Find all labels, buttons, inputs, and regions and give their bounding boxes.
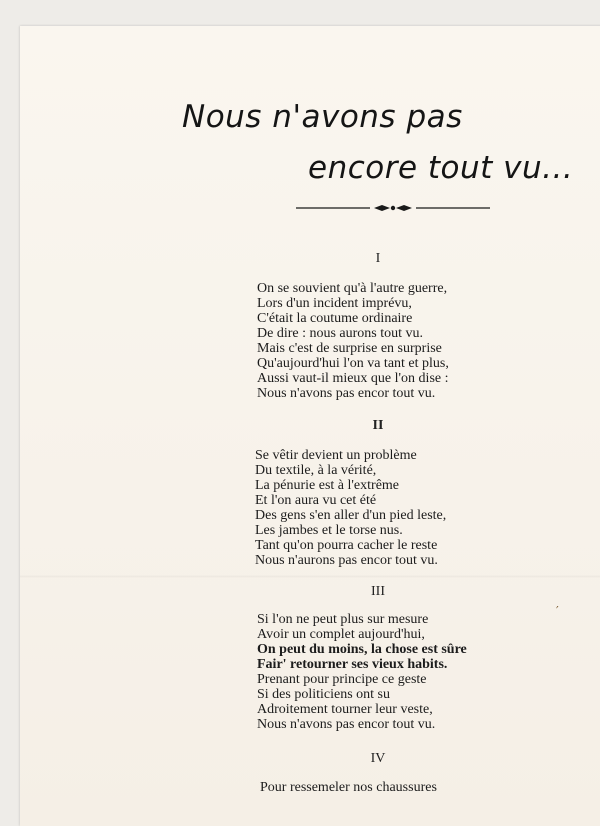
verse-line: Des gens s'en aller d'un pied leste, bbox=[255, 508, 447, 523]
verse-line: Tant qu'on pourra cacher le reste bbox=[255, 538, 438, 553]
stanza-numeral: IV bbox=[370, 751, 386, 766]
verse-line: Du textile, à la vérité, bbox=[255, 463, 377, 478]
verse-line: Si l'on ne peut plus sur mesure bbox=[257, 612, 429, 627]
verse-line: Pour ressemeler nos chaussures bbox=[260, 780, 437, 795]
stanza-numeral: II bbox=[372, 418, 384, 433]
verse-line: Les jambes et le torse nus. bbox=[255, 523, 403, 538]
stanza-numeral: I bbox=[375, 251, 381, 266]
stanza bbox=[255, 448, 446, 568]
verse-line: C'était la coutume ordinaire bbox=[257, 311, 413, 326]
paper-fold bbox=[20, 575, 600, 578]
verse-line: Prenant pour principe ce geste bbox=[257, 672, 427, 687]
verse-line: Nous n'aurons pas encor tout vu. bbox=[255, 553, 438, 568]
verse-line: Et l'on aura vu cet été bbox=[255, 493, 377, 508]
stanza bbox=[257, 612, 467, 732]
verse-line: Nous n'avons pas encor tout vu. bbox=[257, 386, 436, 401]
verse-line: Mais c'est de surprise en surprise bbox=[257, 341, 442, 356]
verse-line: Si des politiciens ont su bbox=[257, 687, 390, 702]
verse-line: Se vêtir devient un problème bbox=[255, 448, 417, 463]
stanza bbox=[260, 780, 437, 795]
flourish-divider-icon bbox=[296, 201, 490, 215]
verse-line: Adroitement tourner leur veste, bbox=[257, 702, 433, 717]
verse-line: Nous n'avons pas encor tout vu. bbox=[257, 717, 436, 732]
verse-line: Lors d'un incident imprévu, bbox=[257, 296, 412, 311]
ink-mark: ′ bbox=[556, 604, 559, 618]
verse-line: Avoir un complet aujourd'hui, bbox=[257, 627, 425, 642]
verse-line: On se souvient qu'à l'autre guerre, bbox=[257, 281, 448, 296]
verse-line: Fair' retourner ses vieux habits. bbox=[257, 657, 448, 672]
verse-line: Qu'aujourd'hui l'on va tant et plus, bbox=[257, 356, 449, 371]
stanza bbox=[257, 281, 449, 401]
verse-line: La pénurie est à l'extrême bbox=[255, 478, 400, 493]
title-line-1: Nous n'avons pas bbox=[182, 99, 463, 135]
verse-line: De dire : nous aurons tout vu. bbox=[257, 326, 424, 341]
title-line-2: encore tout vu... bbox=[308, 150, 574, 186]
verse-line: On peut du moins, la chose est sûre bbox=[257, 642, 467, 657]
verse-line: Aussi vaut-il mieux que l'on dise : bbox=[257, 371, 449, 386]
stanza-numeral: III bbox=[371, 584, 385, 599]
